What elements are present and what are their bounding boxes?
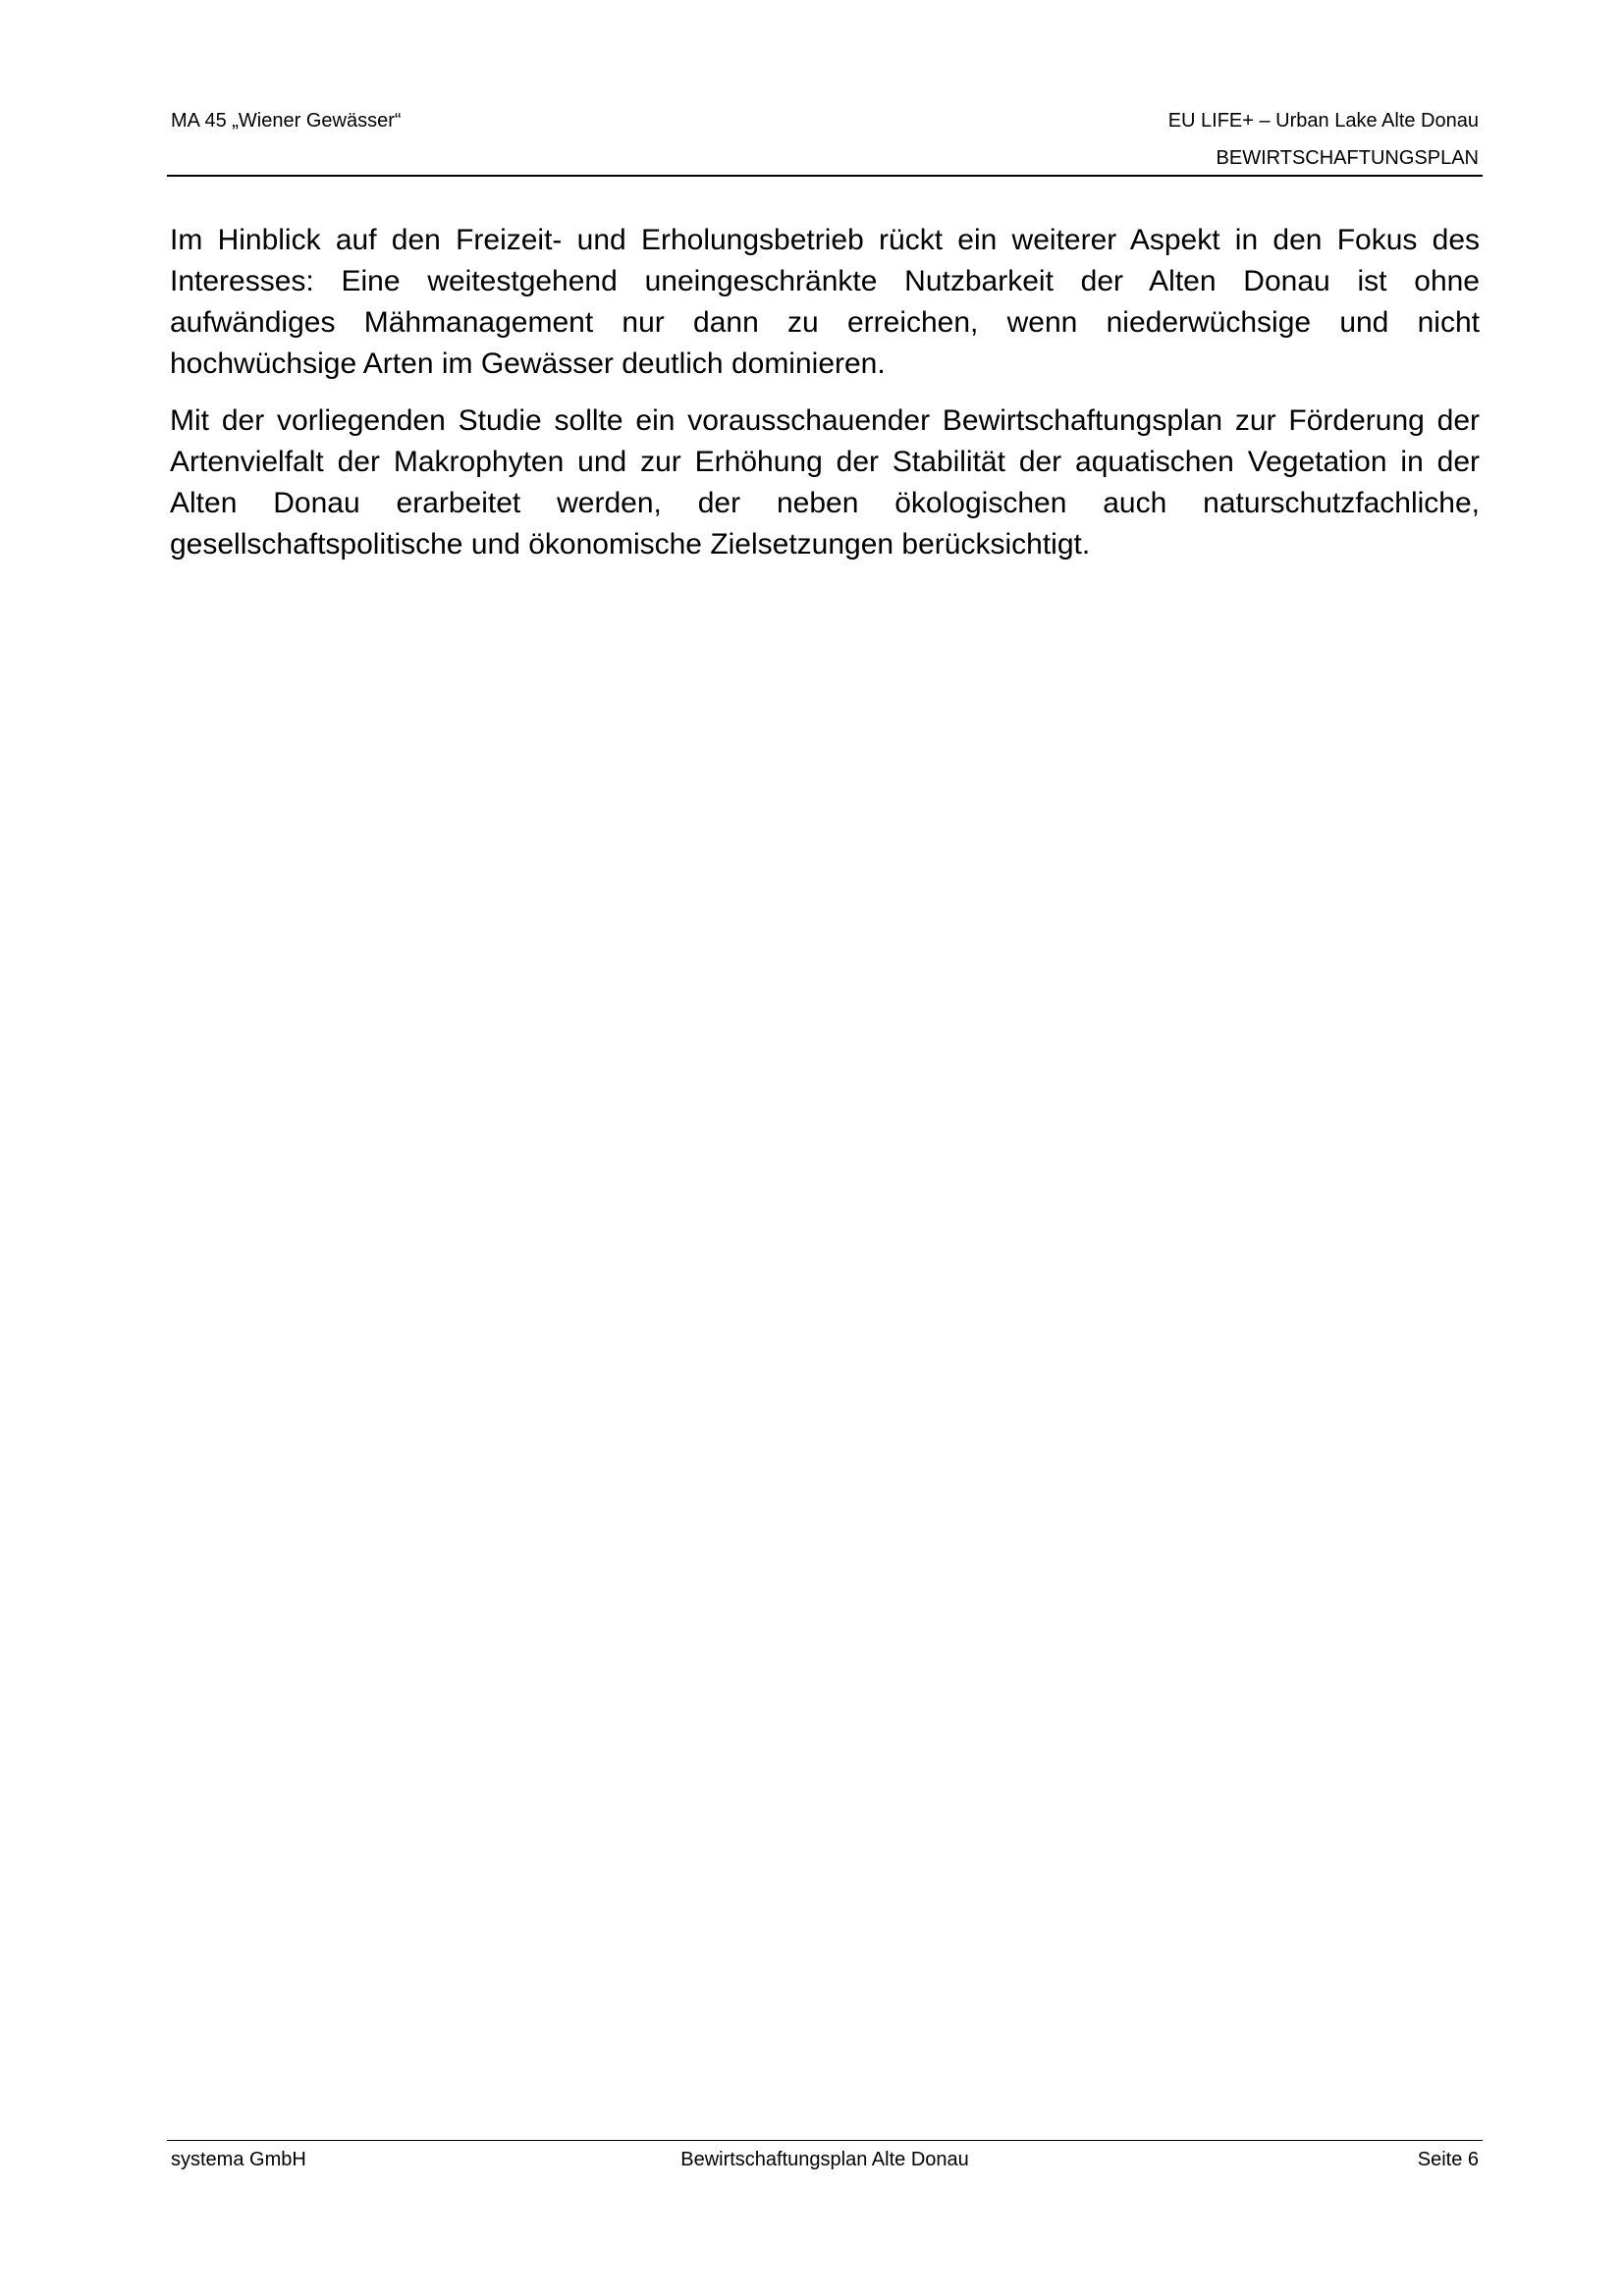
footer-page-number: Seite 6 <box>1417 2149 1479 2170</box>
header-organization: MA 45 „Wiener Gewässer“ <box>171 110 402 132</box>
header-document-type: BEWIRTSCHAFTUNGSPLAN <box>1216 147 1479 169</box>
header-project <box>1168 102 1479 177</box>
footer-document-title: Bewirtschaftungsplan Alte Donau <box>680 2149 969 2170</box>
page-header <box>167 98 1483 177</box>
body-paragraph: Im Hinblick auf den Freizeit- und Erholungsbetrieb rückt ein weiterer Aspekt in den Fokus des Interesses: Eine weitestgehend uneingeschränkte Nutzbarkeit der Alten Donau ist ohne aufwändiges Mähmanagement nur dann zu erreichen, wenn niederwüchsige und nicht hochwüchsige Arten im Gewässer deutlich dominieren. <box>170 224 1480 380</box>
page-footer <box>167 2140 1483 2180</box>
body-paragraph: Mit der vorliegenden Studie sollte ein vorausschauender Bewirtschaftungsplan zur Förderung der Artenvielfalt der Makrophyten und zur Erhöhung der Stabilität der aquatischen Vegetation in der Alten Donau erarbeitet werden, der neben ökologischen auch naturschutzfachliche, gesellschaftspolitische und ökonomische Zielsetzungen berücksichtigt. <box>170 404 1480 561</box>
footer-company: systema GmbH <box>171 2149 306 2170</box>
page-body <box>170 220 1480 581</box>
header-project-title: EU LIFE+ – Urban Lake Alte Donau <box>1167 110 1479 132</box>
